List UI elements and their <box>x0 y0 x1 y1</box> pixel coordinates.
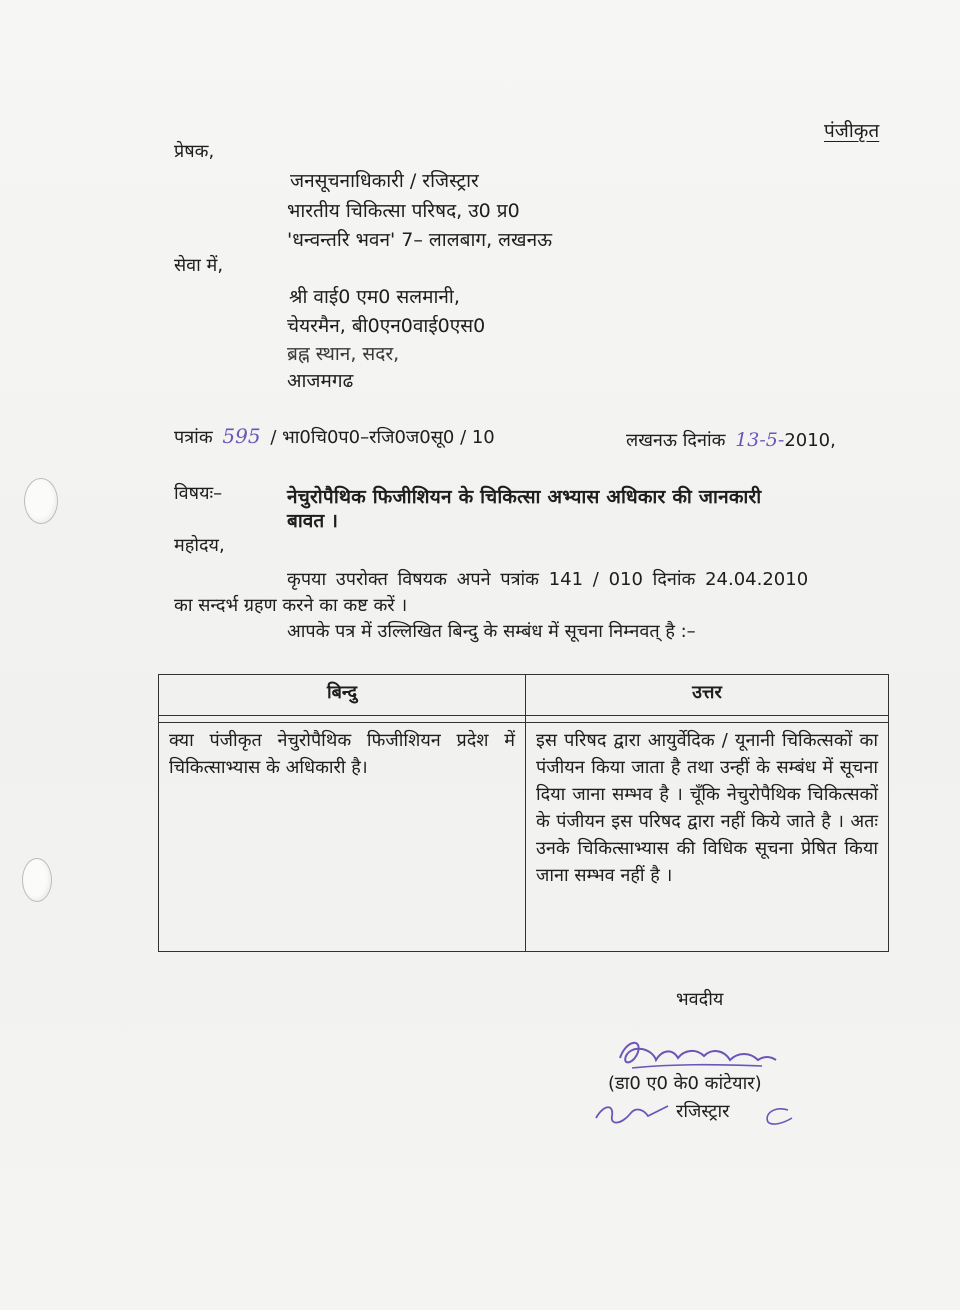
punch-hole-bottom <box>22 858 52 902</box>
salutation: महोदय, <box>174 535 225 556</box>
reference-suffix: / भा0चि0प0–रजि0ज0सू0 / 10 <box>270 427 495 448</box>
spacer-cell-left <box>159 716 526 723</box>
sender-line-2: भारतीय चिकित्सा परिषद, उ0 प्र0 <box>287 200 520 222</box>
recipient-line-3: ब्रह्न स्थान, सदर, <box>287 343 400 365</box>
table-header-row <box>159 675 889 716</box>
subject-line-1: नेचुरोपैथिक फिजीशियन के चिकित्सा अभ्यास अधिकार की जानकारी <box>287 486 762 508</box>
sender-label: प्रेषक, <box>174 141 215 162</box>
point-cell: क्या पंजीकृत नेचुरोपैथिक फिजीशियन प्रदेश में चिकित्साभ्यास के अधिकारी है। <box>159 723 526 952</box>
designation: रजिस्ट्रार <box>676 1101 730 1122</box>
recipient-line-4: आजमगढ <box>287 370 354 392</box>
sender-line-1: जनसूचनाधिकारी / रजिस्ट्रार <box>290 170 479 192</box>
sender-line-3: 'धन्वन्तरि भवन' 7– लालबाग, लखनऊ <box>287 229 553 251</box>
date-prefix: लखनऊ दिनांक <box>626 430 726 451</box>
recipient-line-2: चेयरमैन, बी0एन0वाई0एस0 <box>287 315 486 337</box>
date-line <box>626 428 836 453</box>
body-para1-line1: कृपया उपरोक्त विषयक अपने पत्रांक 141 / 010 दिनांक 24.04.2010 <box>287 569 809 590</box>
recipient-line-1: श्री वाई0 एम0 सलमानी, <box>289 286 460 308</box>
reference-prefix: पत्रांक <box>174 427 213 448</box>
answer-cell: इस परिषद द्वारा आयुर्वेदिक / यूनानी चिकित्सकों का पंजीयन किया जाता है तथा उन्हीं के सम्बंध में सूचना दिया जाना सम्भव है । चूँकि नेचुरोपैथिक चिकित्सकों के पंजीयन इस परिषद द्वारा नहीं किये जाते है । अतः उनके चिकित्साभ्यास की विधिक सूचना प्रेषित किया जाना सम्भव नहीं है । <box>526 723 889 952</box>
signatory-name: (डा0 ए0 के0 कांटेयार) <box>608 1073 762 1094</box>
body-para2: आपके पत्र में उल्लिखित बिन्दु के सम्बंध में सूचना निम्नवत् है :– <box>287 621 696 642</box>
header-point: बिन्दु <box>159 675 526 716</box>
header-answer: उत्तर <box>526 675 889 716</box>
initials-mark <box>592 1096 672 1132</box>
table-row <box>159 723 889 952</box>
registered-label: पंजीकृत <box>824 120 880 142</box>
subject-label: विषयः– <box>174 483 223 504</box>
date-handwritten: 13-5- <box>735 429 785 451</box>
designation-flourish <box>758 1104 798 1128</box>
body-para1-line2: का सन्दर्भ ग्रहण करने का कष्ट करें । <box>174 595 408 616</box>
spacer-cell-right <box>526 716 889 723</box>
info-table <box>158 674 889 952</box>
date-suffix: 2010, <box>784 430 836 451</box>
reference-line <box>174 424 495 450</box>
subject-line-2: बावत । <box>287 510 338 532</box>
punch-hole-top <box>24 478 58 524</box>
recipient-label: सेवा में, <box>174 255 224 276</box>
valediction: भवदीय <box>676 989 724 1010</box>
reference-handwritten-number: 595 <box>222 424 261 448</box>
table-spacer-row <box>159 716 889 723</box>
